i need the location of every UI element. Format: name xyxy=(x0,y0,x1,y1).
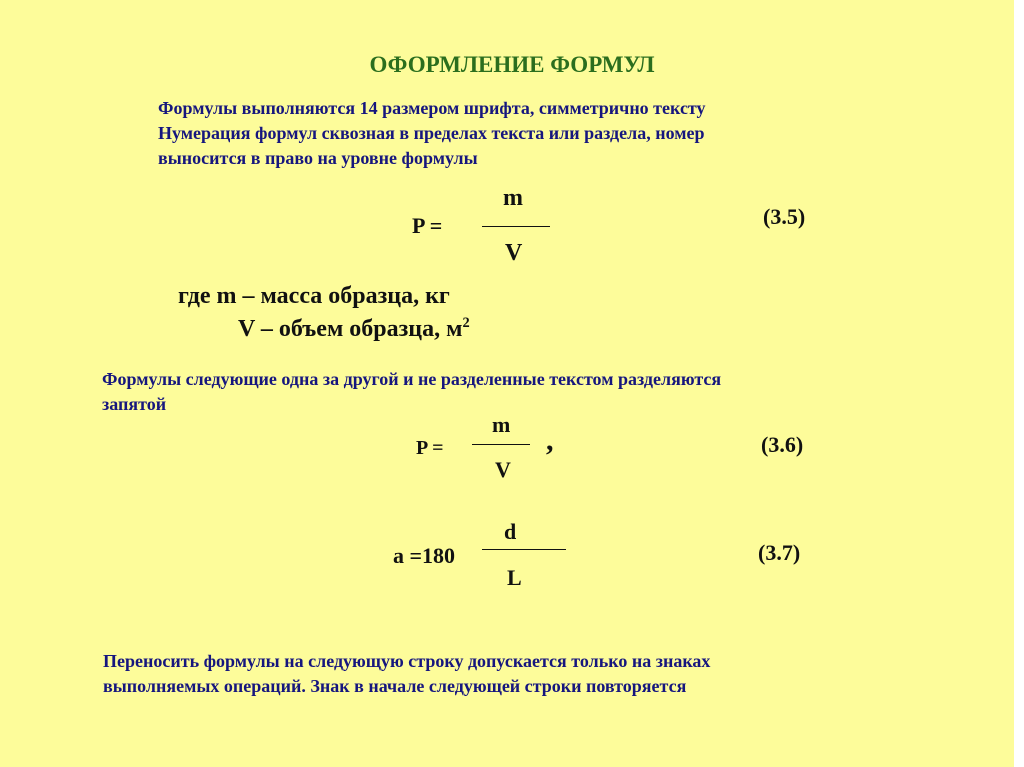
formula-denominator: V xyxy=(495,457,511,482)
formula-number: (3.7) xyxy=(758,540,801,565)
formula-denominator: V xyxy=(505,240,523,266)
legend-volume-exponent: 2 xyxy=(462,315,470,331)
formula-numerator: m xyxy=(503,185,523,211)
formula-numerator: m xyxy=(492,412,511,437)
fraction-line xyxy=(472,444,530,445)
formula-denominator: L xyxy=(507,565,522,590)
intro-line: Нумерация формул сквозная в пределах текста или раздела, номер xyxy=(158,123,705,143)
formula-numerator: d xyxy=(504,519,517,544)
fraction-line xyxy=(482,226,550,227)
middle-paragraph xyxy=(102,367,721,417)
legend-mass: где m – масса образца, кг xyxy=(178,283,450,309)
intro-line: выносится в право на уровне формулы xyxy=(158,148,478,168)
middle-line: запятой xyxy=(102,394,167,414)
formula-comma: , xyxy=(546,424,554,457)
slide-title: ОФОРМЛЕНИЕ ФОРМУЛ xyxy=(369,52,655,77)
middle-line: Формулы следующие одна за другой и не разделенные текстом разделяются xyxy=(102,369,722,389)
footer-line: Переносить формулы на следующую строку допускается только на знаках xyxy=(103,651,711,671)
formula-number: (3.5) xyxy=(763,204,806,229)
formula-lhs: a =180 xyxy=(393,543,456,568)
fraction-line xyxy=(482,549,566,550)
legend-volume xyxy=(238,315,470,343)
formula-number: (3.6) xyxy=(761,432,804,457)
intro-line: Формулы выполняются 14 размером шрифта, симметрично тексту xyxy=(158,98,706,118)
footer-line: выполняемых операций. Знак в начале следующей строки повторяется xyxy=(103,676,687,696)
footer-paragraph xyxy=(103,649,710,699)
formula-lhs: P = xyxy=(416,437,444,459)
intro-paragraph xyxy=(158,96,706,171)
legend-volume-text: V – объем образца, м xyxy=(238,316,463,342)
formula-lhs: P = xyxy=(412,213,443,238)
